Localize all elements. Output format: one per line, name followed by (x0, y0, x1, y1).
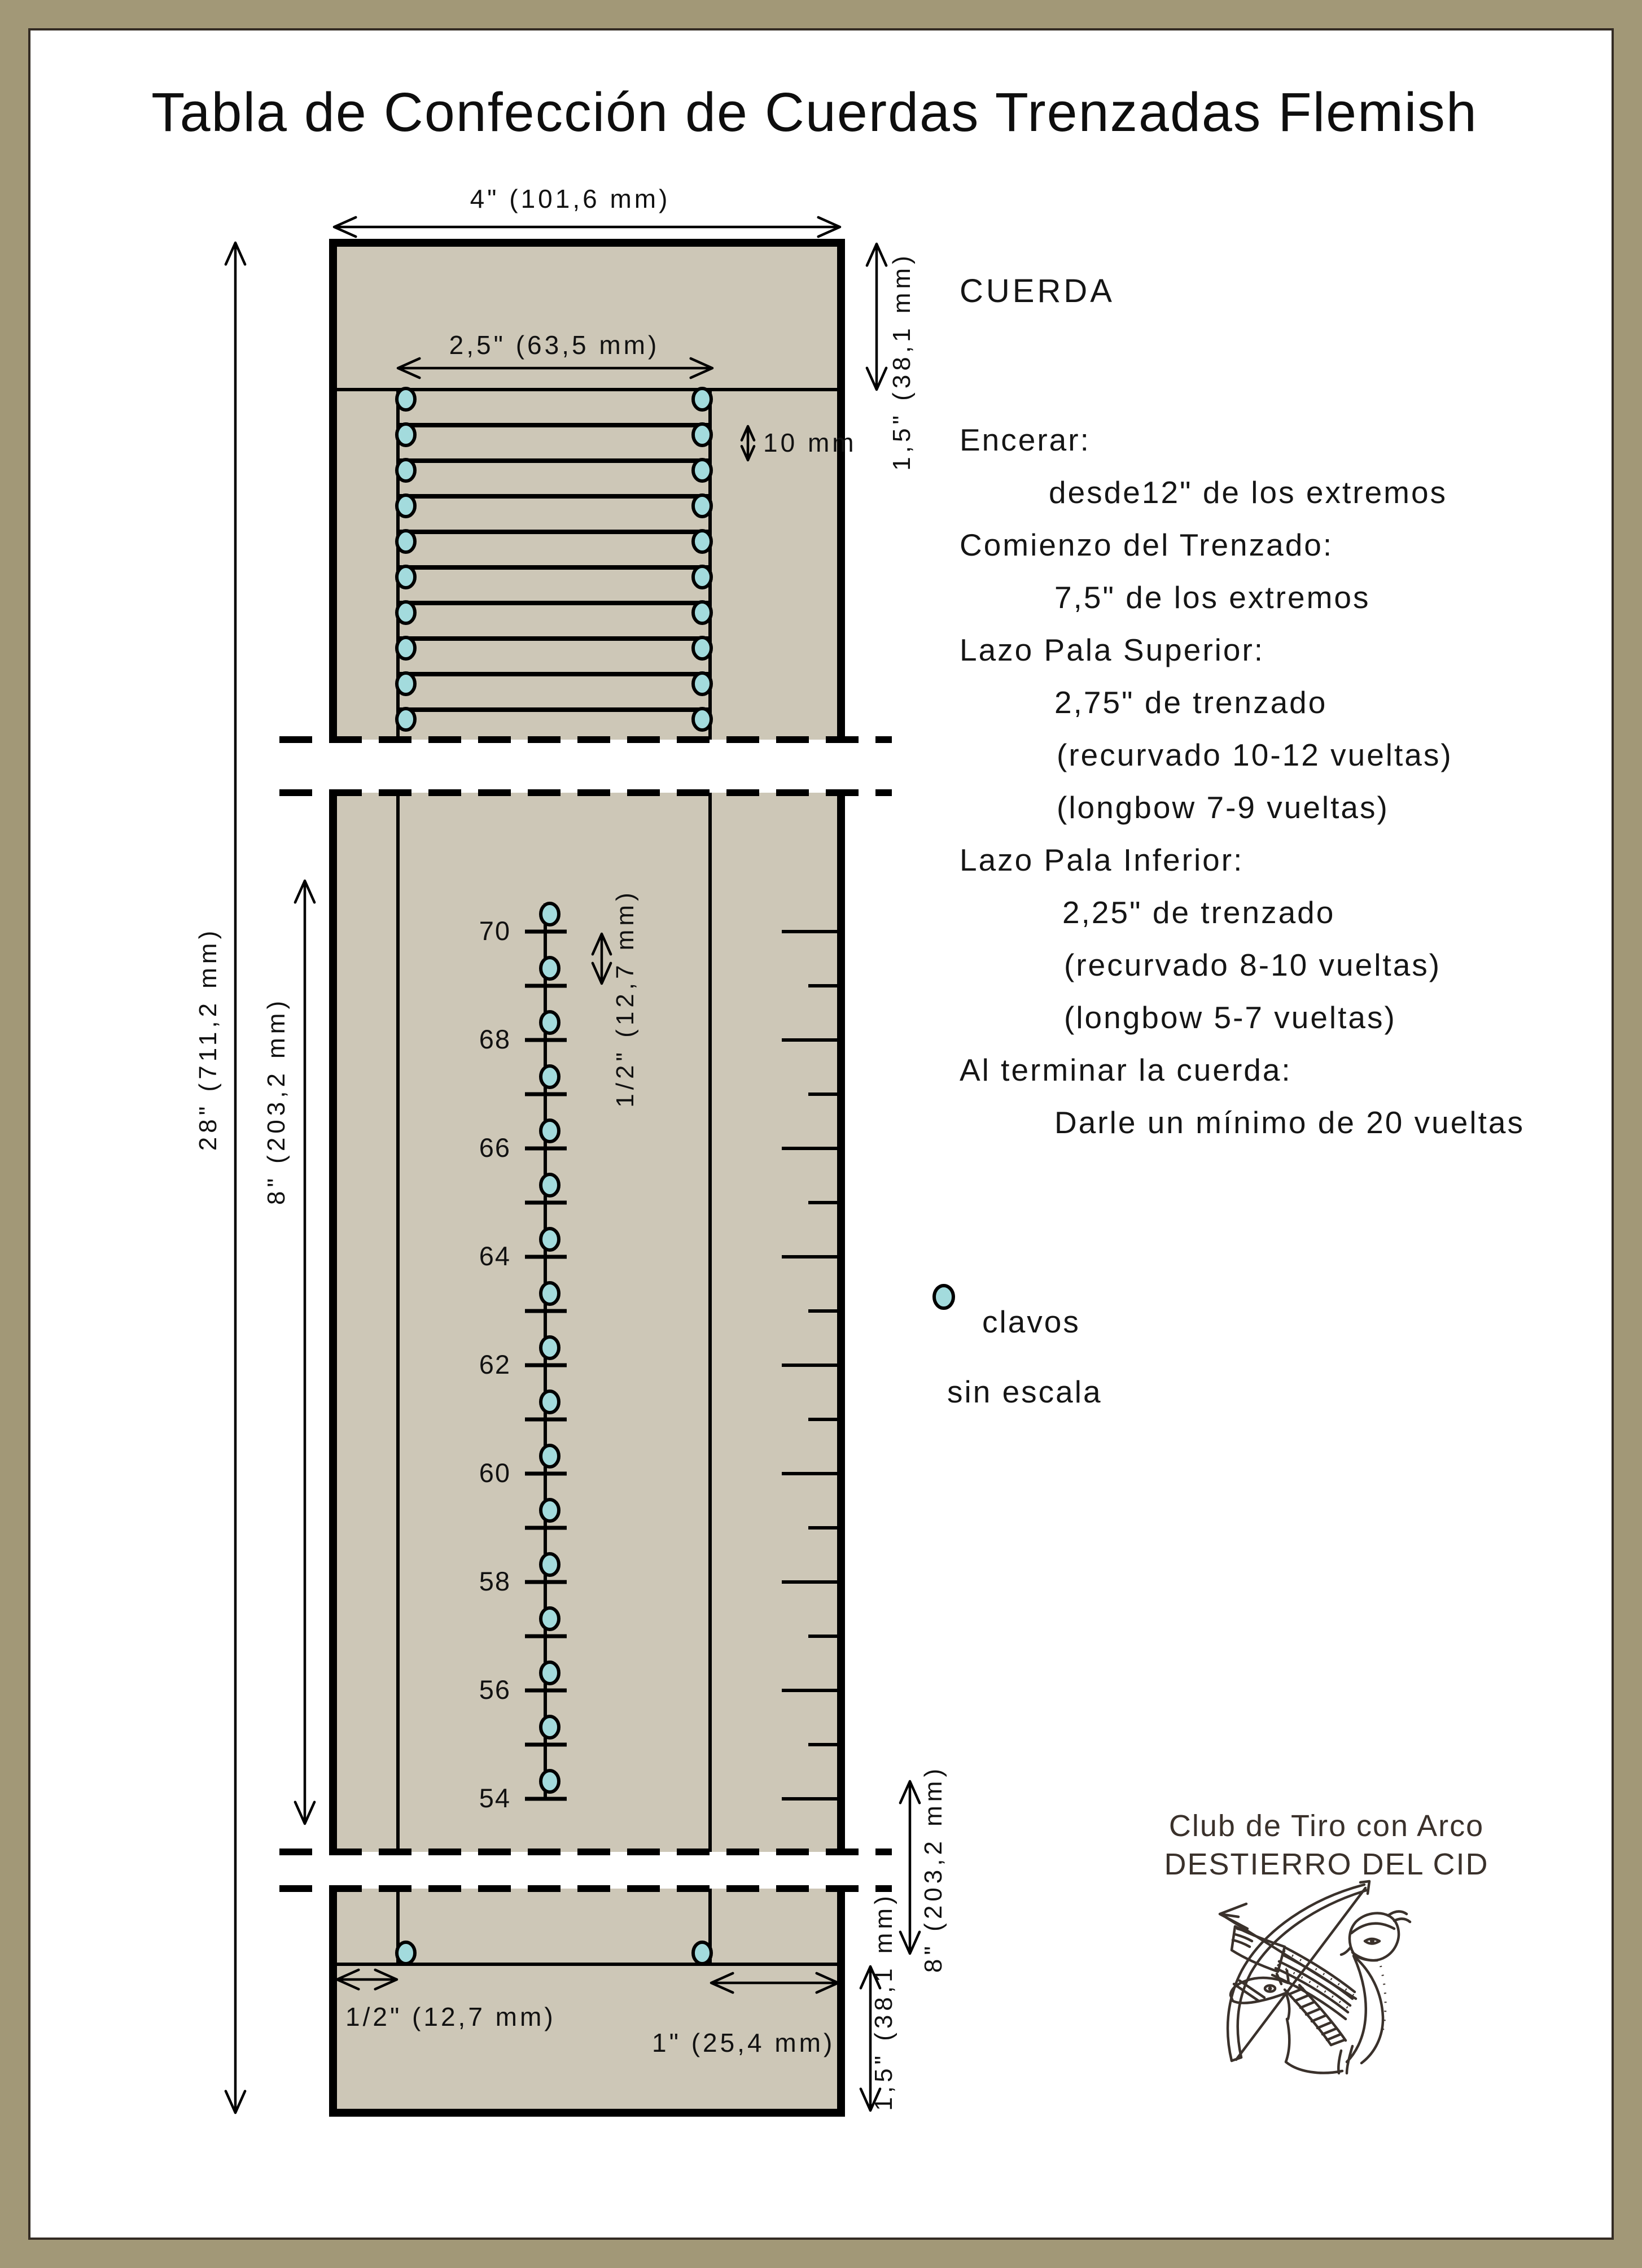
nail (397, 495, 415, 517)
nail (541, 1337, 559, 1358)
archer-eye-pupil (1370, 1939, 1374, 1943)
center-nail-spacing-label: 1/2" (12,7 mm) (611, 889, 639, 1108)
instruction-line: 2,75" de trenzado (1054, 685, 1328, 720)
nail (541, 1391, 559, 1413)
string-size-label: 60 (479, 1458, 511, 1488)
nail (693, 637, 711, 659)
nail (541, 1120, 559, 1142)
string-size-label: 58 (479, 1566, 511, 1596)
nail (541, 1554, 559, 1575)
nail (397, 602, 415, 623)
dimension-arrow (867, 244, 886, 390)
archer-helmet (1351, 1911, 1410, 1933)
nail (693, 673, 711, 694)
legend-scale-note: sin escala (947, 1374, 1102, 1409)
string-size-labels (479, 916, 511, 1813)
nail (397, 460, 415, 481)
arrowhead (1220, 1904, 1247, 1929)
dimension-arrow (900, 1781, 919, 1954)
nail (541, 1771, 559, 1792)
instruction-line: (longbow 5-7 vueltas) (1064, 1000, 1396, 1035)
nail (541, 1500, 559, 1521)
instruction-line: Lazo Pala Superior: (960, 632, 1265, 667)
instruction-line: desde12" de los extremos (1049, 475, 1448, 510)
bottom-left-nail (397, 1942, 415, 1964)
club-logo (1220, 1881, 1410, 2073)
nail (693, 495, 711, 517)
nail (693, 602, 711, 623)
nail (541, 1229, 559, 1250)
board-segment-bottom (333, 1889, 841, 2113)
dimension-arrow (295, 881, 314, 1824)
nail (541, 1608, 559, 1629)
nail (541, 1066, 559, 1087)
nail (693, 709, 711, 730)
nail (541, 1012, 559, 1033)
instruction-line: Encerar: (960, 422, 1091, 457)
bottom-right-offset-label: 1" (25,4 mm) (652, 2028, 835, 2057)
instruction-line: Darle un mínimo de 20 vueltas (1054, 1105, 1525, 1140)
nail (693, 424, 711, 445)
nail (397, 709, 415, 730)
nail (541, 1662, 559, 1684)
nail (541, 958, 559, 979)
nail (541, 1716, 559, 1738)
nail (693, 388, 711, 410)
instruction-line: Comienzo del Trenzado: (960, 527, 1334, 562)
bottom-left-offset-label: 1/2" (12,7 mm) (345, 2002, 556, 2031)
instruction-line: Lazo Pala Inferior: (960, 842, 1244, 877)
horse-neck (1286, 2019, 1342, 2073)
instruction-line: (recurvado 10-12 vueltas) (1057, 737, 1453, 772)
instruction-line: (longbow 7-9 vueltas) (1057, 790, 1389, 825)
cuerda-heading: CUERDA (960, 273, 1115, 309)
string-size-label: 54 (479, 1783, 511, 1813)
bow-outer (1228, 1885, 1364, 2061)
bottom-right-nail (693, 1942, 711, 1964)
string-size-label: 64 (479, 1241, 511, 1271)
nail (693, 531, 711, 552)
nail (397, 566, 415, 588)
legend-nail-label: clavos (982, 1304, 1080, 1339)
nail (541, 903, 559, 925)
nail (397, 388, 415, 410)
instruction-line: Al terminar la cuerda: (960, 1052, 1292, 1087)
nail (541, 1283, 559, 1304)
dimension-arrow (334, 217, 840, 237)
string-size-label: 70 (479, 916, 511, 946)
top-margin-label: 1,5" (38,1 mm) (888, 252, 916, 471)
nail (397, 424, 415, 445)
horse-eye-pupil (1268, 1987, 1272, 1991)
string-size-label: 68 (479, 1024, 511, 1054)
string-size-label: 62 (479, 1349, 511, 1379)
instruction-line: (recurvado 8-10 vueltas) (1064, 947, 1442, 982)
bottom-margin-label: 1,5" (38,1 mm) (870, 1892, 897, 2111)
board-segment-top (333, 243, 841, 740)
strap-hatching (1289, 1989, 1345, 2045)
nail (693, 460, 711, 481)
nail (541, 1445, 559, 1467)
instruction-line: 2,25" de trenzado (1062, 895, 1336, 930)
nail-row-width-label: 2,5" (63,5 mm) (449, 330, 660, 360)
string-size-label: 66 (479, 1133, 511, 1163)
instruction-line: 7,5" de los extremos (1054, 580, 1370, 615)
nail (397, 637, 415, 659)
center-span-label: 8" (203,2 mm) (262, 997, 290, 1205)
board-width-label: 4" (101,6 mm) (470, 184, 671, 213)
nail (397, 673, 415, 694)
club-name-line2: DESTIERRO DEL CID (1164, 1847, 1489, 1881)
archer-head (1350, 1913, 1399, 1961)
page-title: Tabla de Confección de Cuerdas Trenzadas Flemish (151, 81, 1478, 143)
dimension-arrow (226, 243, 245, 2113)
board-length-label: 28" (711,2 mm) (194, 927, 222, 1151)
legend-nail-icon (934, 1286, 953, 1308)
nail (397, 531, 415, 552)
row-spacing-label: 10 mm (763, 428, 857, 457)
nail (693, 566, 711, 588)
board-segment-middle (333, 793, 841, 1852)
bottom-span-label: 8" (203,2 mm) (919, 1764, 947, 1973)
nail (541, 1174, 559, 1196)
club-name-line1: Club de Tiro con Arco (1168, 1809, 1485, 1843)
archer-fingers (1233, 1929, 1254, 1947)
string-size-label: 56 (479, 1675, 511, 1705)
